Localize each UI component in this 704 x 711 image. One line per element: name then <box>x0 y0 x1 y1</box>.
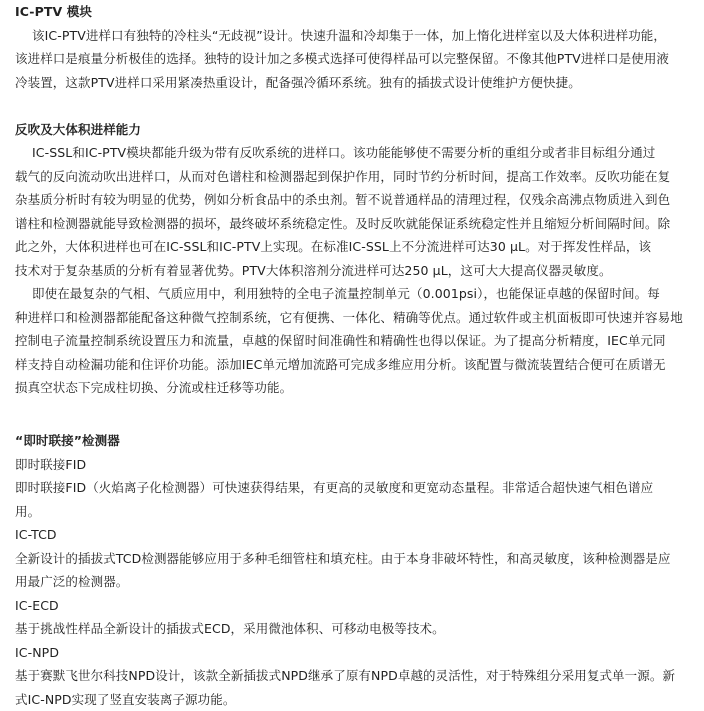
detector-name-npd: IC-NPD <box>15 641 696 665</box>
spacer <box>15 94 696 118</box>
spacer <box>15 400 696 424</box>
paragraph-line: 式IC-NPD实现了竖直安装离子源功能。 <box>15 688 696 711</box>
paragraph-line: 冷装置，这款PTV进样口采用紧凑热重设计，配备强冷循环系统。独有的插拔式设计使维护方便快捷。 <box>15 71 696 95</box>
paragraph-line: IC-SSL和IC-PTV模块都能升级为带有反吹系统的进样口。该功能能够使不需要分析的重组分或者非目标组分通过 <box>15 141 696 165</box>
paragraph-line: 技术对于复杂基质的分析有着显著优势。PTV大体积溶剂分流进样可达250 μL，这可大大提高仪器灵敏度。 <box>15 259 696 283</box>
paragraph-line: 该进样口是痕量分析极佳的选择。独特的设计加之多模式选择可使得样品可以完整保留。不像其他PTV进样口是使用液 <box>15 47 696 71</box>
paragraph-line: 样支持自动检漏功能和住评价功能。添加IEC单元增加流路可完成多维应用分析。该配置与微流装置结合便可在质谱无 <box>15 353 696 377</box>
section-title-ic-ptv: IC-PTV 模块 <box>15 0 696 24</box>
paragraph-line: 损真空状态下完成柱切换、分流或柱迁移等功能。 <box>15 376 696 400</box>
paragraph-line: 基于赛默飞世尔科技NPD设计，该款全新插拔式NPD继承了原有NPD卓越的灵活性，对于特殊组分采用复式单一源。新 <box>15 664 696 688</box>
paragraph-line: 杂基质分析时有较为明显的优势，例如分析食品中的杀虫剂。暂不说普通样品的清理过程，仅残余高沸点物质进入到色 <box>15 188 696 212</box>
paragraph-line: 种进样口和检测器都能配备这种微气控制系统，它有便携、一体化、精确等优点。通过软件或主机面板即可快速并容易地 <box>15 306 696 330</box>
paragraph-line: 控制电子流量控制系统设置压力和流量，卓越的保留时间准确性和精确性也得以保证。为了提高分析精度，IEC单元同 <box>15 329 696 353</box>
paragraph-line: 谱柱和检测器就能导致检测器的损坏，最终破坏系统稳定性。及时反吹就能保证系统稳定性并且缩短分析间隔时间。除 <box>15 212 696 236</box>
section-title-detectors: “即时联接”检测器 <box>15 429 696 453</box>
paragraph-line: 该IC-PTV进样口有独特的冷柱头“无歧视”设计。快速升温和冷却集于一体，加上惰化进样室以及大体积进样功能， <box>15 24 696 48</box>
paragraph-line: 即时联接FID（火焰离子化检测器）可快速获得结果，有更高的灵敏度和更宽动态量程。非常适合超快速气相色谱应 <box>15 476 696 500</box>
paragraph-line: 用。 <box>15 500 696 524</box>
paragraph-line: 全新设计的插拔式TCD检测器能够应用于多种毛细管柱和填充柱。由于本身非破坏特性，和高灵敏度，该种检测器是应 <box>15 547 696 571</box>
detector-name-tcd: IC-TCD <box>15 523 696 547</box>
section-title-backflush: 反吹及大体积进样能力 <box>15 118 696 142</box>
paragraph-line: 即使在最复杂的气相、气质应用中，利用独特的全电子流量控制单元（0.001psi），也能保证卓越的保留时间。每 <box>15 282 696 306</box>
paragraph-line: 基于挑战性样品全新设计的插拔式ECD，采用微池体积、可移动电极等技术。 <box>15 617 696 641</box>
detector-name-fid: 即时联接FID <box>15 453 696 477</box>
paragraph-line: 此之外，大体积进样也可在IC-SSL和IC-PTV上实现。在标准IC-SSL上不分流进样可达30 μL。对于挥发性样品，该 <box>15 235 696 259</box>
detector-name-ecd: IC-ECD <box>15 594 696 618</box>
paragraph-line: 载气的反向流动吹出进样口，从而对色谱柱和检测器起到保护作用，同时节约分析时间，提高工作效率。反吹功能在复 <box>15 165 696 189</box>
paragraph-line: 用最广泛的检测器。 <box>15 570 696 594</box>
